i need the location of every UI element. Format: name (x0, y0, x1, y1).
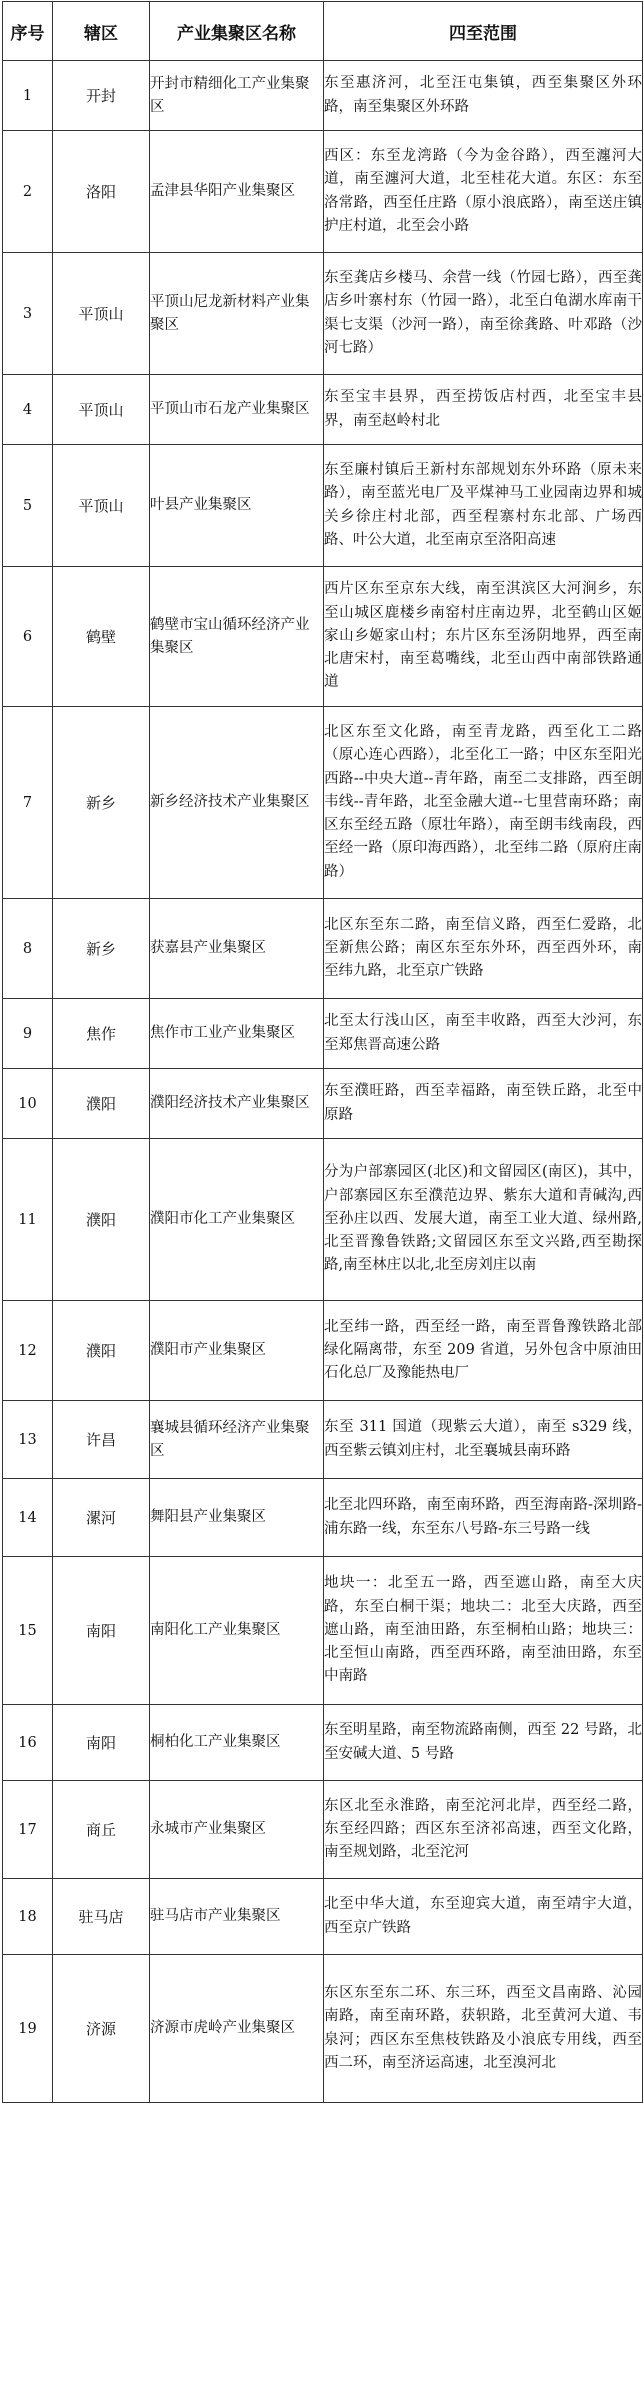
row-range: 东至廉村镇后王新村东部规划东外环路（原未来路），南至蓝光电厂及平煤神马工业园南边界和城关乡徐庄村北部，西至程寨村东北部、广场西路、叶公大道，北至南京至洛阳高速 (324, 445, 643, 567)
row-no: 15 (3, 1557, 53, 1705)
row-district: 漯河 (53, 1479, 150, 1557)
row-name: 南阳化工产业集聚区 (150, 1557, 324, 1705)
row-range: 北至中华大道，东至迎宾大道，南至靖宇大道，西至京广铁路 (324, 1879, 643, 1955)
row-no: 16 (3, 1705, 53, 1781)
row-no: 4 (3, 375, 53, 445)
row-no: 7 (3, 707, 53, 899)
row-name: 濮阳市产业集聚区 (150, 1301, 324, 1401)
row-range: 北至太行浅山区，南至丰收路，西至大沙河，东至郑焦晋高速公路 (324, 999, 643, 1069)
row-name: 孟津县华阳产业集聚区 (150, 131, 324, 253)
row-range: 地块一：北至五一路，西至遮山路，南至大庆路，东至白桐干渠；地块二：北至大庆路，西至遮山路，南至油田路，东至桐柏山路；地块三：北至恒山南路，西至西环路，南至油田路，东至中南路 (324, 1557, 643, 1705)
row-no: 3 (3, 253, 53, 375)
row-name: 获嘉县产业集聚区 (150, 899, 324, 999)
row-district: 平顶山 (53, 253, 150, 375)
row-name: 永城市产业集聚区 (150, 1781, 324, 1879)
row-range: 东至明星路，南至物流路南侧，西至 22 号路，北至安碱大道、5 号路 (324, 1705, 643, 1781)
row-district: 平顶山 (53, 445, 150, 567)
row-no: 17 (3, 1781, 53, 1879)
table-row (3, 899, 643, 999)
row-district: 濮阳 (53, 1301, 150, 1401)
row-no: 1 (3, 61, 53, 131)
row-name: 桐柏化工产业集聚区 (150, 1705, 324, 1781)
table-row (3, 1139, 643, 1301)
row-name: 鹤壁市宝山循环经济产业集聚区 (150, 567, 324, 707)
row-district: 新乡 (53, 707, 150, 899)
row-district: 濮阳 (53, 1069, 150, 1139)
row-no: 13 (3, 1401, 53, 1479)
row-district: 驻马店 (53, 1879, 150, 1955)
table-row (3, 1479, 643, 1557)
row-name: 叶县产业集聚区 (150, 445, 324, 567)
row-district: 南阳 (53, 1705, 150, 1781)
row-district: 平顶山 (53, 375, 150, 445)
table-row (3, 1705, 643, 1781)
table-row (3, 1879, 643, 1955)
row-range: 东区北至永淮路，南至沱河北岸，西至经二路，东至经四路；西区东至济祁高速，西至文化路，南至规划路，北至沱河 (324, 1781, 643, 1879)
row-name: 平顶山尼龙新材料产业集聚区 (150, 253, 324, 375)
row-name: 濮阳市化工产业集聚区 (150, 1139, 324, 1301)
header-no: 序号 (3, 2, 53, 61)
row-no: 19 (3, 1955, 53, 2103)
table-row (3, 445, 643, 567)
row-name: 舞阳县产业集聚区 (150, 1479, 324, 1557)
row-name: 新乡经济技术产业集聚区 (150, 707, 324, 899)
table-row (3, 1301, 643, 1401)
row-district: 开封 (53, 61, 150, 131)
row-district: 焦作 (53, 999, 150, 1069)
table-row (3, 1781, 643, 1879)
row-name: 开封市精细化工产业集聚区 (150, 61, 324, 131)
row-no: 12 (3, 1301, 53, 1401)
row-range: 北区东至文化路，南至青龙路，西至化工二路（原心连心西路），北至化工一路；中区东至阳光西路--中央大道--青年路，南至二支排路，西至朗韦线--青年路，北至金融大道--七里营南环路；南区东至经五路（原壮年路），南至朗韦线南段，西至经一路（原印海西路），北至纬二路（原府庄南路） (324, 707, 643, 899)
row-no: 18 (3, 1879, 53, 1955)
row-district: 南阳 (53, 1557, 150, 1705)
row-range: 北至纬一路，西至经一路，南至晋鲁豫铁路北部绿化隔离带，东至 209 省道，另外包含中原油田石化总厂及豫能热电厂 (324, 1301, 643, 1401)
header-range: 四至范围 (324, 2, 643, 61)
row-name: 濮阳经济技术产业集聚区 (150, 1069, 324, 1139)
row-range: 东至惠济河，北至汪屯集镇，西至集聚区外环路，南至集聚区外环路 (324, 61, 643, 131)
row-no: 9 (3, 999, 53, 1069)
table-row (3, 1557, 643, 1705)
header-district: 辖区 (53, 2, 150, 61)
row-no: 2 (3, 131, 53, 253)
table-row (3, 131, 643, 253)
row-name: 驻马店市产业集聚区 (150, 1879, 324, 1955)
row-range: 分为户部寨园区(北区)和文留园区(南区)，其中，户部寨园区东至濮范边界、紫东大道和青碱沟,西至孙庄以西、发展大道，南至工业大道、绿州路,北至晋豫鲁铁路;文留园区东至文兴路,西至勘探路,南至林庄以北,北至房刘庄以南 (324, 1139, 643, 1301)
row-range: 北至北四环路，南至南环路，西至海南路-深圳路-浦东路一线，东至东八号路-东三号路一线 (324, 1479, 643, 1557)
row-no: 6 (3, 567, 53, 707)
row-district: 濮阳 (53, 1139, 150, 1301)
table-row (3, 707, 643, 899)
row-range: 东至 311 国道（现紫云大道），南至 s329 线，西至紫云镇刘庄村，北至襄城县南环路 (324, 1401, 643, 1479)
table-header-row (3, 2, 643, 61)
row-district: 商丘 (53, 1781, 150, 1879)
table-row (3, 567, 643, 707)
row-district: 新乡 (53, 899, 150, 999)
row-range: 东区东至东二环、东三环，西至文昌南路、沁园南路，南至南环路，获轵路，北至黄河大道、韦泉河；西区东至焦枝铁路及小浪底专用线，西至西二环，南至济运高速，北至溴河北 (324, 1955, 643, 2103)
row-no: 5 (3, 445, 53, 567)
row-name: 济源市虎岭产业集聚区 (150, 1955, 324, 2103)
row-name: 平顶山市石龙产业集聚区 (150, 375, 324, 445)
row-district: 许昌 (53, 1401, 150, 1479)
row-range: 西片区东至京东大线，南至淇滨区大河涧乡，东至山城区鹿楼乡南窑村庄南边界，北至鹤山区姬家山乡姬家山村；东片区东至汤阴地界，西至南北唐宋村，南至葛嘴线，北至山西中南部铁路通道 (324, 567, 643, 707)
table-row (3, 1069, 643, 1139)
industrial-cluster-table (2, 1, 643, 2103)
table-row (3, 1955, 643, 2103)
row-name: 襄城县循环经济产业集聚区 (150, 1401, 324, 1479)
row-no: 14 (3, 1479, 53, 1557)
row-name: 焦作市工业产业集聚区 (150, 999, 324, 1069)
header-name: 产业集聚区名称 (150, 2, 324, 61)
table-row (3, 999, 643, 1069)
row-range: 东至龚店乡楼马、余营一线（竹园七路），西至龚店乡叶寨村东（竹园一路），北至白龟湖水库南干渠七支渠（沙河一路），南至徐龚路、叶邓路（沙河七路） (324, 253, 643, 375)
table-row (3, 253, 643, 375)
row-district: 鹤壁 (53, 567, 150, 707)
table-row (3, 61, 643, 131)
row-no: 8 (3, 899, 53, 999)
row-no: 11 (3, 1139, 53, 1301)
row-no: 10 (3, 1069, 53, 1139)
row-district: 洛阳 (53, 131, 150, 253)
table-row (3, 1401, 643, 1479)
row-range: 西区：东至龙湾路（今为金谷路），西至瀍河大道，南至瀍河大道，北至桂花大道。东区：东至洛常路，西至任庄路（原小浪底路），南至送庄镇护庄村道，北至会小路 (324, 131, 643, 253)
row-range: 东至宝丰县界，西至捞饭店村西，北至宝丰县界，南至赵岭村北 (324, 375, 643, 445)
row-range: 北区东至东二路，南至信义路，西至仁爱路，北至新焦公路；南区东至东外环，西至西外环，南至纬九路，北至京广铁路 (324, 899, 643, 999)
row-range: 东至濮旺路，西至幸福路，南至铁丘路，北至中原路 (324, 1069, 643, 1139)
row-district: 济源 (53, 1955, 150, 2103)
table-row (3, 375, 643, 445)
